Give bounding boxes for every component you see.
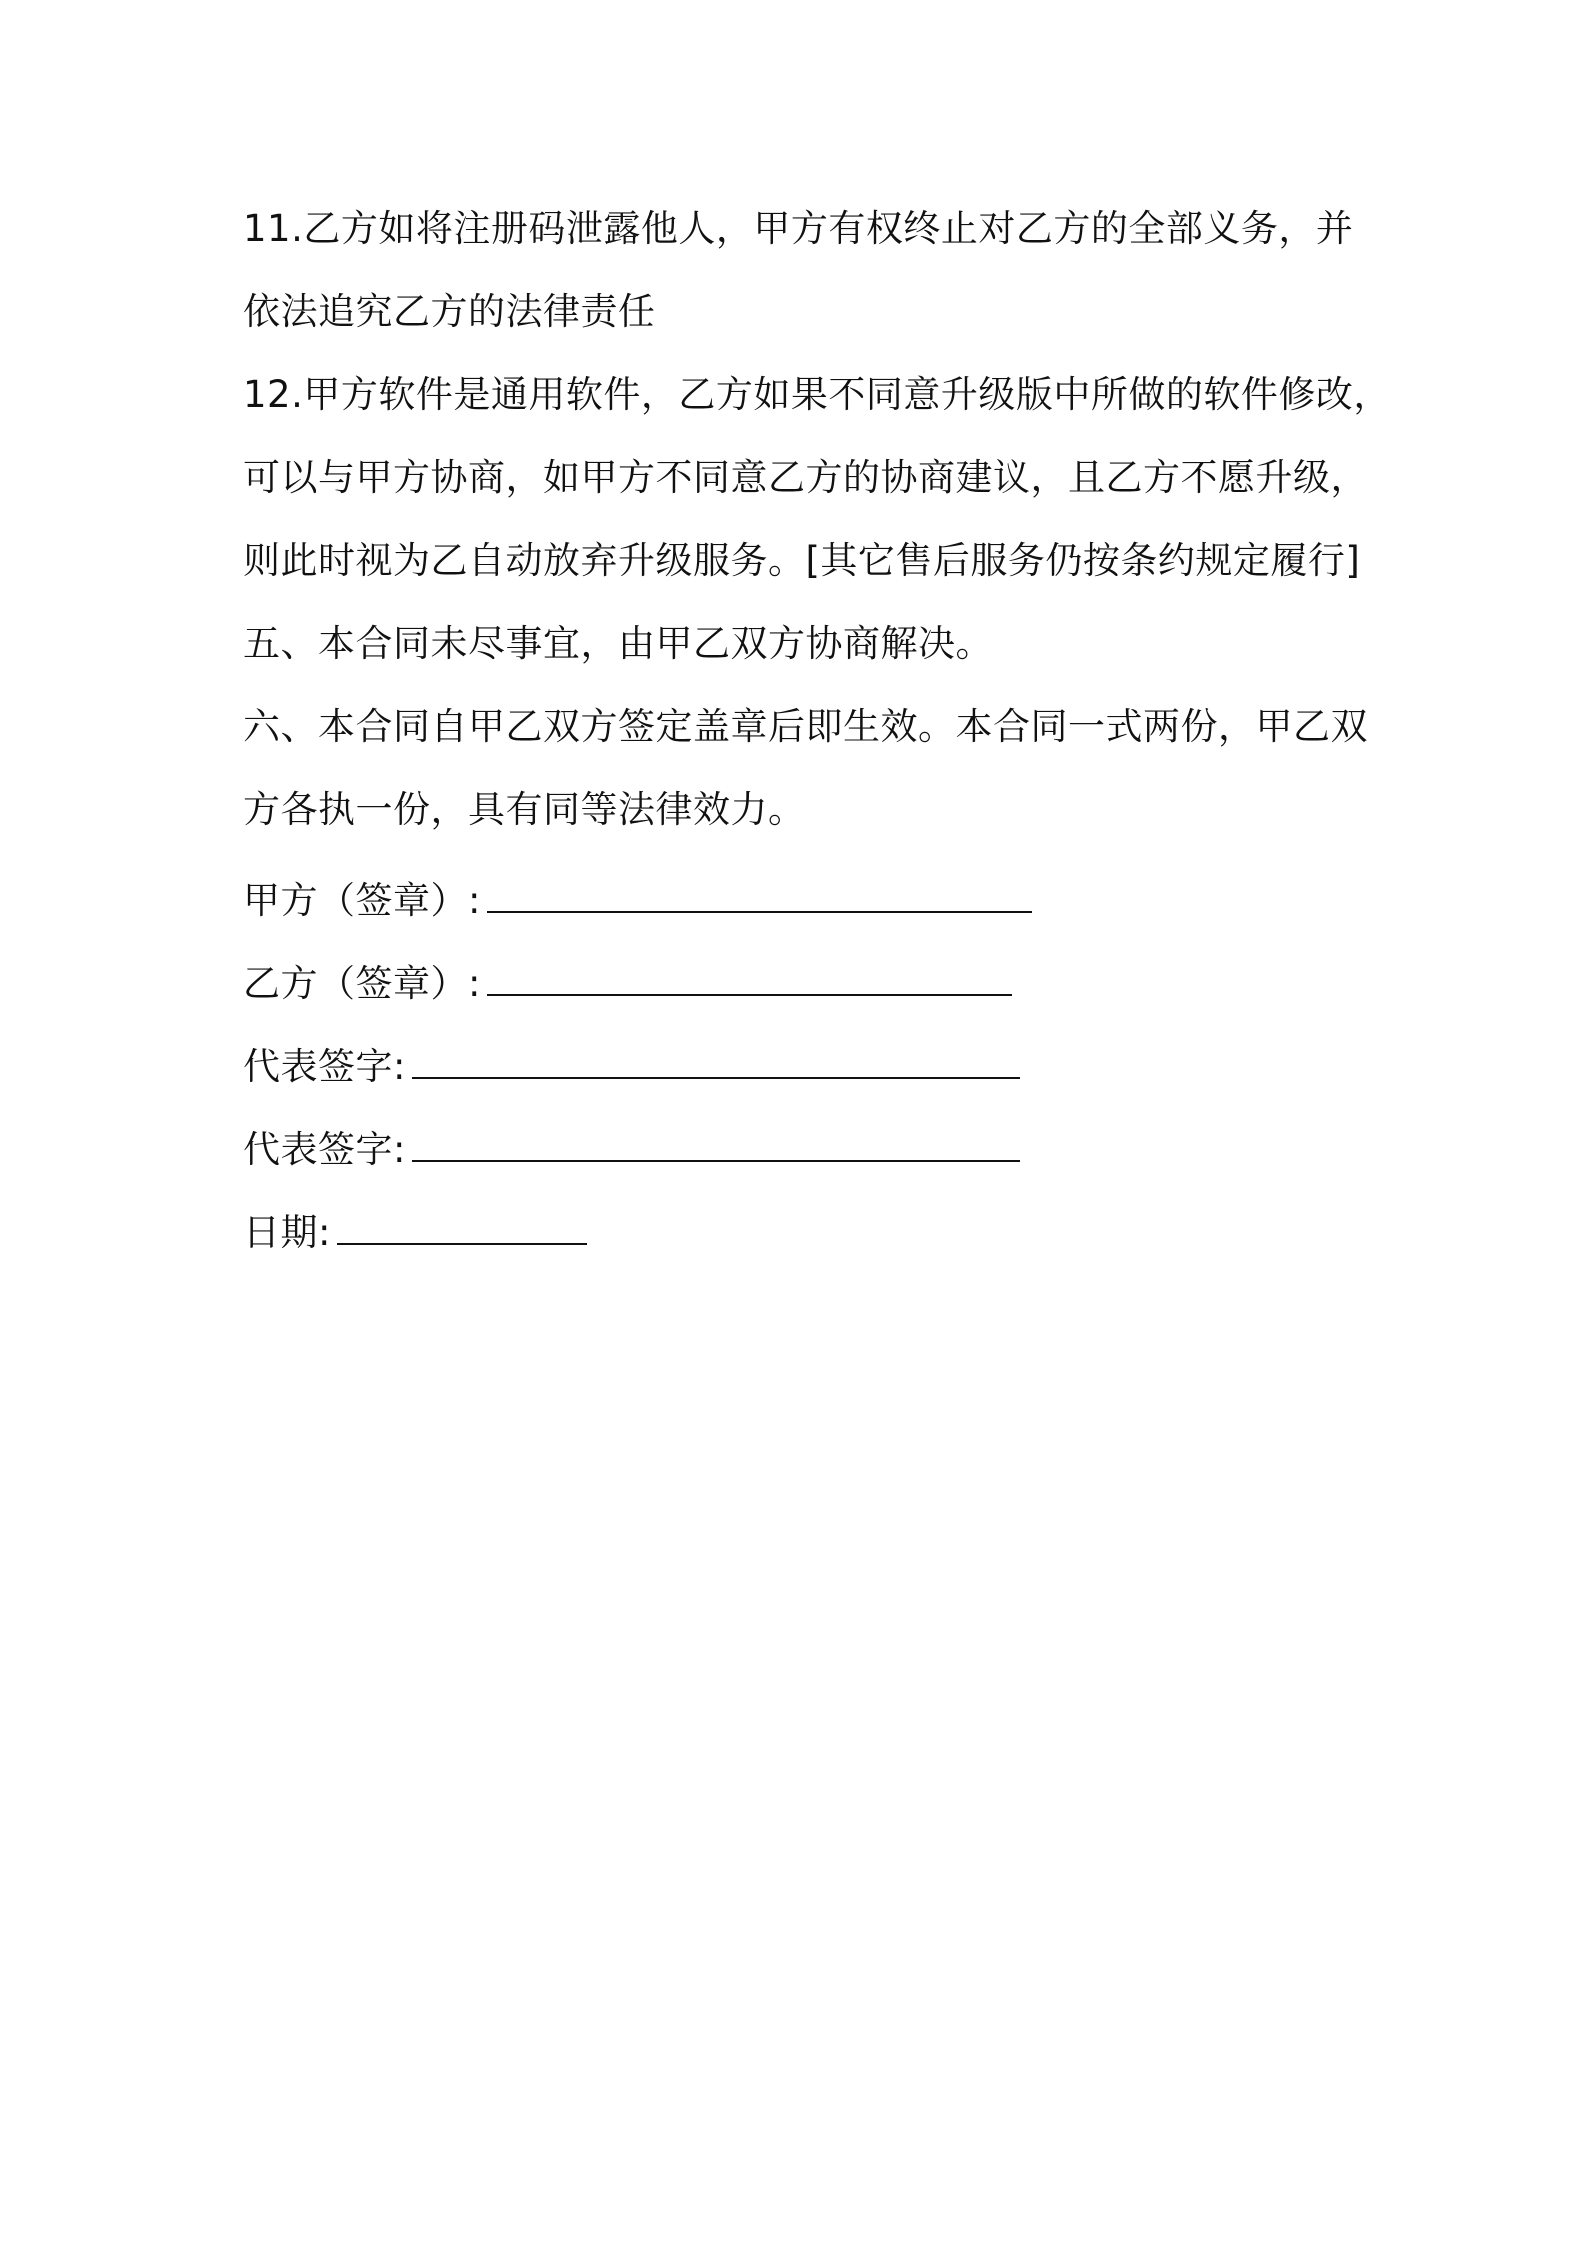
party-a-signature-row	[243, 877, 1032, 925]
party-b-signature-blank[interactable]	[487, 960, 1012, 996]
clause-12-line-3: 则此时视为乙自动放弃升级服务。[其它售后服务仍按条约规定履行]	[243, 539, 1361, 582]
date-label: 日期:	[243, 1211, 331, 1254]
representative-2-signature-blank[interactable]	[412, 1126, 1020, 1162]
date-row	[243, 1209, 587, 1257]
representative-2-signature-row	[243, 1126, 1020, 1174]
representative-2-signature-label: 代表签字:	[243, 1128, 406, 1171]
clause-12-line-1: 12.甲方软件是通用软件，乙方如果不同意升级版中所做的软件修改，	[243, 373, 1391, 416]
party-a-signature-label: 甲方（签章）:	[243, 879, 481, 922]
date-blank[interactable]	[337, 1209, 587, 1245]
section-6-line-2: 方各执一份，具有同等法律效力。	[243, 788, 806, 831]
section-6-line-1: 六、本合同自甲乙双方签定盖章后即生效。本合同一式两份，甲乙双	[243, 705, 1368, 748]
representative-1-signature-blank[interactable]	[412, 1043, 1020, 1079]
clause-12-line-2: 可以与甲方协商，如甲方不同意乙方的协商建议，且乙方不愿升级，	[243, 456, 1368, 499]
party-b-signature-row	[243, 960, 1012, 1008]
representative-1-signature-label: 代表签字:	[243, 1045, 406, 1088]
party-b-signature-label: 乙方（签章）:	[243, 962, 481, 1005]
clause-11-line-2: 依法追究乙方的法律责任	[243, 290, 656, 333]
representative-1-signature-row	[243, 1043, 1020, 1091]
party-a-signature-blank[interactable]	[487, 877, 1032, 913]
section-5-line: 五、本合同未尽事宜，由甲乙双方协商解决。	[243, 622, 993, 665]
clause-11-line-1: 11.乙方如将注册码泄露他人，甲方有权终止对乙方的全部义务，并	[243, 207, 1354, 250]
